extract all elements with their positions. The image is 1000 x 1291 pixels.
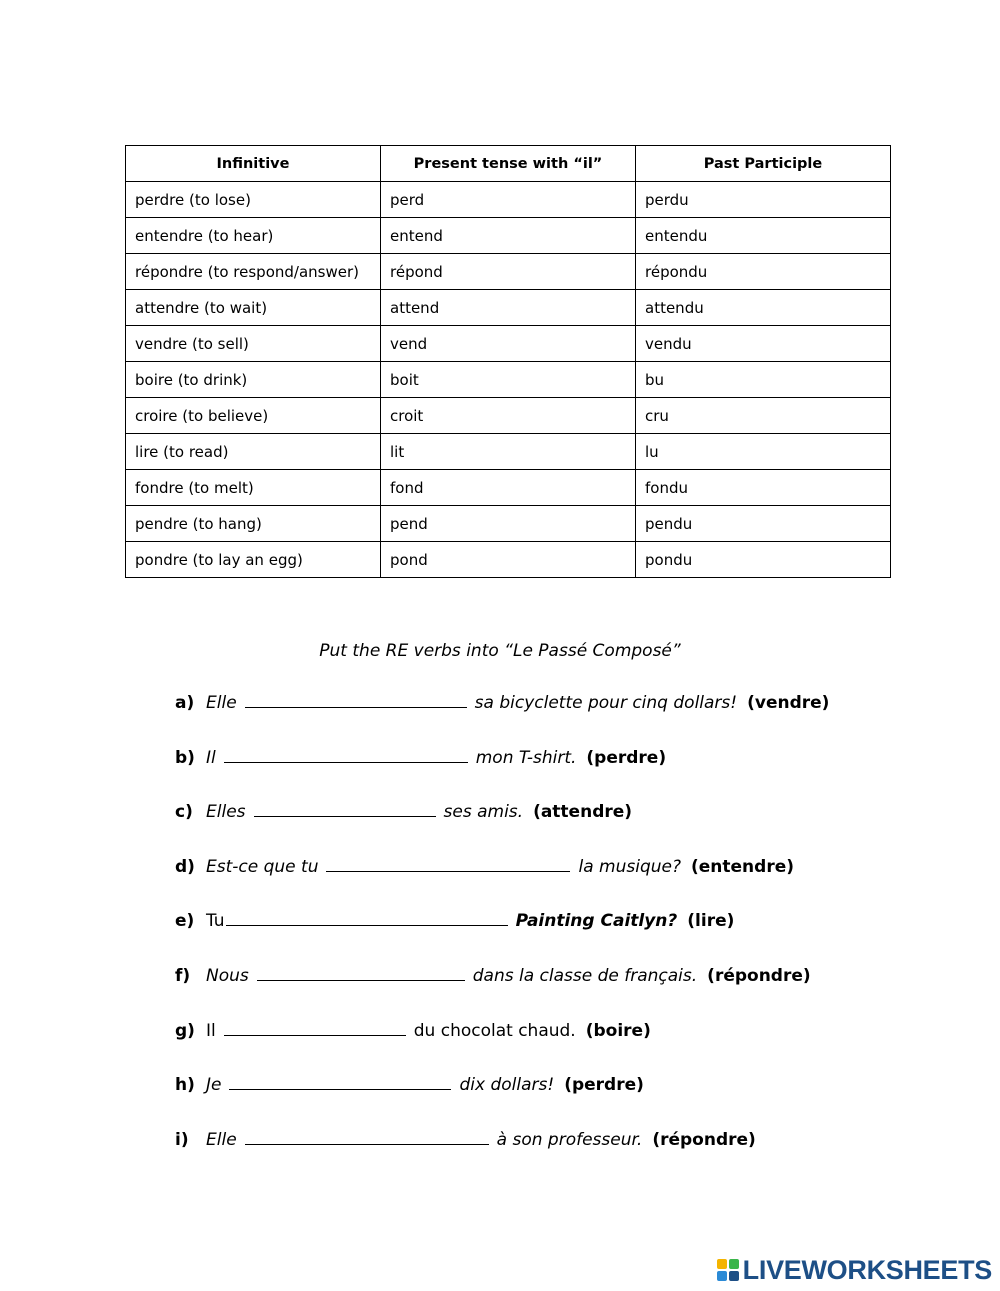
cell-past-participle: lu [636,434,891,470]
table-row [126,362,891,398]
cell-infinitive: croire (to believe) [126,398,381,434]
cell-infinitive: pondre (to lay an egg) [126,542,381,578]
cell-present-tense: pond [381,542,636,578]
cell-present-tense: répond [381,254,636,290]
answer-blank[interactable] [226,911,508,926]
cell-infinitive: entendre (to hear) [126,218,381,254]
table-row [126,182,891,218]
exercise-item [175,1130,915,1185]
logo-square [717,1259,727,1269]
exercise-item [175,966,915,1021]
exercise-subject: Est-ce que tu [206,856,319,877]
exercise-item [175,911,915,966]
cell-past-participle: bu [636,362,891,398]
exercise-rest: sa bicyclette pour cinq dollars! [474,693,738,713]
logo-square [729,1271,739,1281]
exercise-rest: dans la classe de français. [472,965,698,986]
cell-past-participle: attendu [636,290,891,326]
exercise-hint: (entendre) [691,856,795,877]
exercise-subject: Elle [206,1129,237,1150]
exercise-subject: Il [206,1020,216,1041]
cell-present-tense: croit [381,398,636,434]
exercise-subject: Elle [206,693,237,713]
exercise-rest: la musique? [578,856,681,877]
exercise-subject: Tu [206,911,225,932]
exercise-item [175,1021,915,1076]
exercise-item [175,802,915,857]
exercise-letter: g) [175,1020,195,1041]
cell-present-tense: vend [381,326,636,362]
cell-infinitive: attendre (to wait) [126,290,381,326]
logo-square [729,1259,739,1269]
exercise-letter: b) [175,747,195,768]
answer-blank[interactable] [224,1021,406,1036]
table-row [126,434,891,470]
answer-blank[interactable] [257,966,465,981]
exercise-rest: ses amis. [443,802,524,823]
exercise-hint: (vendre) [747,693,830,713]
exercise-rest: dix dollars! [459,1075,555,1096]
logo-icon [717,1259,739,1281]
table-row [126,542,891,578]
answer-blank[interactable] [229,1075,451,1090]
exercise-letter: i) [175,1129,189,1150]
verb-table [125,145,891,578]
exercise-hint: (lire) [687,911,735,932]
cell-infinitive: pendre (to hang) [126,506,381,542]
table-row [126,506,891,542]
exercise-item [175,748,915,803]
table-row [126,290,891,326]
logo-square [717,1271,727,1281]
table-header-row [126,146,891,182]
cell-present-tense: perd [381,182,636,218]
header-past-participle: Past Participle [636,146,891,182]
answer-blank[interactable] [326,857,570,872]
table-row [126,470,891,506]
instruction-text: Put the RE verbs into “Le Passé Composé” [319,641,681,661]
exercise-rest: mon T-shirt. [475,747,577,768]
table-row [126,398,891,434]
exercise-hint: (répondre) [707,965,811,986]
exercise-list [175,693,915,1184]
exercise-subject: Il [206,747,216,768]
cell-present-tense: boit [381,362,636,398]
exercise-item [175,1075,915,1130]
answer-blank[interactable] [254,802,436,817]
table-row [126,218,891,254]
exercise-letter: c) [175,802,193,823]
exercise-hint: (attendre) [533,802,633,823]
table-body [126,182,891,578]
cell-infinitive: lire (to read) [126,434,381,470]
cell-present-tense: entend [381,218,636,254]
answer-blank[interactable] [245,693,467,708]
exercise-letter: e) [175,911,195,932]
exercise-letter: f) [175,965,191,986]
exercise-letter: d) [175,856,195,877]
exercise-letter: a) [175,693,195,713]
header-present-tense: Present tense with “il” [381,146,636,182]
answer-blank[interactable] [224,748,468,763]
exercise-subject: Nous [206,965,249,986]
logo-text: LIVEWORKSHEETS [742,1254,992,1285]
cell-present-tense: attend [381,290,636,326]
answer-blank[interactable] [245,1130,489,1145]
exercise-hint: (perdre) [586,747,667,768]
cell-past-participle: cru [636,398,891,434]
table-row [126,254,891,290]
exercise-hint: (répondre) [652,1129,756,1150]
exercise-rest: à son professeur. [496,1129,643,1150]
cell-past-participle: pendu [636,506,891,542]
table-row [126,326,891,362]
cell-present-tense: fond [381,470,636,506]
exercise-item [175,857,915,912]
cell-present-tense: pend [381,506,636,542]
cell-infinitive: répondre (to respond/answer) [126,254,381,290]
cell-infinitive: boire (to drink) [126,362,381,398]
header-infinitive: Infinitive [126,146,381,182]
exercise-rest: du chocolat chaud. [413,1020,576,1041]
cell-past-participle: vendu [636,326,891,362]
cell-infinitive: perdre (to lose) [126,182,381,218]
cell-infinitive: vendre (to sell) [126,326,381,362]
cell-past-participle: fondu [636,470,891,506]
exercise-hint: (perdre) [564,1075,644,1096]
cell-present-tense: lit [381,434,636,470]
cell-past-participle: répondu [636,254,891,290]
exercise-letter: h) [175,1075,195,1096]
exercise-subject: Je [206,1075,222,1096]
exercise-subject: Elles [206,802,246,823]
cell-infinitive: fondre (to melt) [126,470,381,506]
cell-past-participle: entendu [636,218,891,254]
exercise-item [175,693,915,748]
liveworksheets-logo [717,1255,992,1285]
cell-past-participle: perdu [636,182,891,218]
exercise-rest: Painting Caitlyn? [515,911,678,932]
exercise-hint: (boire) [585,1020,651,1041]
cell-past-participle: pondu [636,542,891,578]
